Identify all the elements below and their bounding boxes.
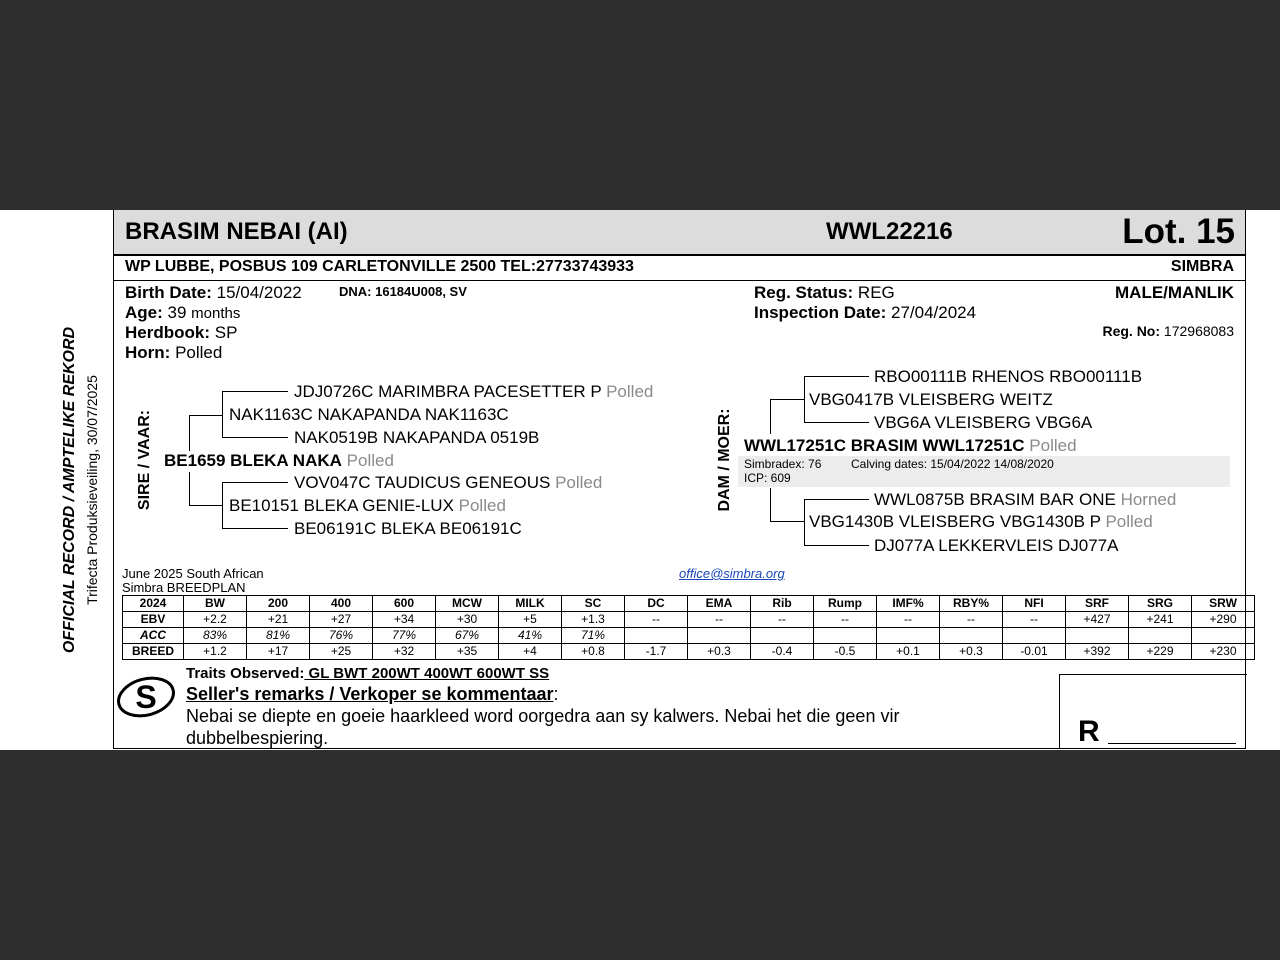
ebv-cell: +4: [499, 644, 562, 660]
reg-status: Reg. Status: REG: [754, 283, 895, 302]
dam-dam-dam: DJ077A LEKKERVLEIS DJ077A: [874, 536, 1119, 555]
ebv-cell: -0.01: [1003, 644, 1066, 660]
ebv-cell: +0.3: [688, 644, 751, 660]
sire-section-label: SIRE / VAAR:: [136, 409, 153, 511]
ebv-cell: +34: [373, 612, 436, 628]
ebv-accuracy-row: [123, 628, 1255, 644]
lot-number: Lot. 15: [1122, 212, 1235, 251]
ebv-cell: --: [814, 612, 877, 628]
sire-dam: BE10151 BLEKA GENIE-LUX Polled: [229, 496, 506, 515]
price-entry-line[interactable]: [1108, 743, 1236, 744]
dam-dam: VBG1430B VLEISBERG VBG1430B P Polled: [809, 512, 1153, 531]
breedplan-line2: Simbra BREEDPLAN: [122, 580, 246, 595]
ebv-cell: [1066, 628, 1129, 644]
ebv-cell: +2.2: [184, 612, 247, 628]
horn-status: Horn: Polled: [125, 343, 223, 362]
ebv-cell: 83%: [184, 628, 247, 644]
sire-sire-dam: NAK0519B NAKAPANDA 0519B: [294, 428, 540, 447]
ebv-cell: [1192, 628, 1255, 644]
sire-sire: NAK1163C NAKAPANDA NAK1163C: [229, 405, 509, 424]
ebv-cell: +230: [1192, 644, 1255, 660]
ebv-cell: [877, 628, 940, 644]
ebv-cell: SRG: [1129, 596, 1192, 612]
ebv-cell: [1003, 628, 1066, 644]
ebv-cell: +35: [436, 644, 499, 660]
breedplan-line1: June 2025 South African: [122, 566, 264, 581]
ebv-values-row: [123, 612, 1255, 628]
dna-info: DNA: 16184U008, SV: [339, 284, 467, 299]
ebv-cell: ACC: [123, 628, 184, 644]
remarks-title: Seller's remarks / Verkoper se kommentaar:: [186, 684, 559, 704]
ebv-cell: --: [688, 612, 751, 628]
ebv-cell: +0.1: [877, 644, 940, 660]
dam-sire: VBG0417B VLEISBERG WEITZ: [809, 390, 1053, 409]
ebv-cell: +1.3: [562, 612, 625, 628]
dam-sire-dam: VBG6A VLEISBERG VBG6A: [874, 413, 1093, 432]
dam-section-label: DAM / MOER:: [716, 408, 733, 512]
dam-simbradex: Simbradex: 76: [744, 457, 822, 471]
ebv-cell: -1.7: [625, 644, 688, 660]
ebv-cell: +32: [373, 644, 436, 660]
ebv-cell: BREED: [123, 644, 184, 660]
age: Age: 39 months: [125, 303, 241, 322]
animal-name: BRASIM NEBAI (AI): [125, 218, 348, 245]
ebv-cell: [688, 628, 751, 644]
simbra-s-logo-icon: [114, 673, 178, 719]
ebv-cell: +241: [1129, 612, 1192, 628]
ebv-cell: SRF: [1066, 596, 1129, 612]
side-caption: [30, 300, 110, 680]
dam-icp: ICP: 609: [744, 471, 791, 485]
ebv-cell: [751, 628, 814, 644]
ebv-cell: Rump: [814, 596, 877, 612]
ebv-cell: --: [625, 612, 688, 628]
ebv-cell: --: [751, 612, 814, 628]
ebv-cell: IMF%: [877, 596, 940, 612]
breedplan-email-link[interactable]: office@simbra.org: [679, 566, 785, 581]
ebv-cell: [1129, 628, 1192, 644]
ebv-cell: SRW: [1192, 596, 1255, 612]
lot-header: [114, 210, 1245, 256]
ebv-cell: 200: [247, 596, 310, 612]
ebv-cell: +392: [1066, 644, 1129, 660]
sire-sire-sire: JDJ0726C MARIMBRA PACESETTER P Polled: [294, 382, 654, 401]
dam-name: WWL17251C BRASIM WWL17251C Polled: [744, 436, 1077, 455]
ebv-cell: +25: [310, 644, 373, 660]
sale-name-label: Trifecta Produksieveiling, 30/07/2025: [84, 375, 100, 605]
official-record-label: OFFICIAL RECORD / AMPTELIKE REKORD: [61, 326, 78, 654]
ebv-cell: [940, 628, 1003, 644]
ebv-cell: [814, 628, 877, 644]
price-box: [1059, 674, 1247, 749]
price-currency-label: R: [1078, 715, 1100, 748]
ebv-cell: Rib: [751, 596, 814, 612]
ebv-cell: +1.2: [184, 644, 247, 660]
logo-letter: S: [135, 679, 157, 715]
sire-dam-sire: VOV047C TAUDICUS GENEOUS Polled: [294, 473, 603, 492]
ebv-cell: +0.8: [562, 644, 625, 660]
ebv-cell: 400: [310, 596, 373, 612]
animal-id: WWL22216: [826, 218, 953, 245]
sire-dam-dam: BE06191C BLEKA BE06191C: [294, 519, 522, 538]
ebv-cell: +229: [1129, 644, 1192, 660]
ebv-cell: EBV: [123, 612, 184, 628]
dam-dam-sire: WWL0875B BRASIM BAR ONE Horned: [874, 490, 1177, 509]
ebv-cell: BW: [184, 596, 247, 612]
catalogue-sheet: [0, 210, 1280, 750]
ebv-cell: -0.5: [814, 644, 877, 660]
owner-address: WP LUBBE, POSBUS 109 CARLETONVILLE 2500 TEL:27733743933: [125, 258, 634, 275]
ebv-cell: +30: [436, 612, 499, 628]
remarks-line-2: dubbelbespiering.: [186, 728, 329, 748]
reg-number: Reg. No: 172968083: [1102, 323, 1234, 339]
ebv-cell: +17: [247, 644, 310, 660]
ebv-cell: NFI: [1003, 596, 1066, 612]
ebv-cell: --: [877, 612, 940, 628]
ebv-cell: 71%: [562, 628, 625, 644]
ebv-cell: EMA: [688, 596, 751, 612]
remarks-line-1: Nebai se diepte en goeie haarkleed word oorgedra aan sy kalwers. Nebai het die geen vir: [186, 706, 900, 726]
ebv-breed-average-row: [123, 644, 1255, 660]
ebv-cell: --: [1003, 612, 1066, 628]
ebv-cell: RBY%: [940, 596, 1003, 612]
ebv-table: [122, 595, 1255, 660]
ebv-cell: +21: [247, 612, 310, 628]
ebv-cell: 600: [373, 596, 436, 612]
breed-name: SIMBRA: [1170, 258, 1234, 275]
ebv-cell: 67%: [436, 628, 499, 644]
traits-observed: Traits Observed: GL BWT 200WT 400WT 600WT SS: [186, 665, 550, 682]
ebv-header-row: [123, 596, 1255, 612]
ebv-cell: -0.4: [751, 644, 814, 660]
ebv-cell: +290: [1192, 612, 1255, 628]
ebv-cell: 81%: [247, 628, 310, 644]
herdbook: Herdbook: SP: [125, 323, 238, 342]
ebv-cell: DC: [625, 596, 688, 612]
ebv-cell: MCW: [436, 596, 499, 612]
sire-name: BE1659 BLEKA NAKA Polled: [164, 451, 394, 470]
dam-calving-dates: Calving dates: 15/04/2022 14/08/2020: [851, 457, 1054, 471]
ebv-cell: +427: [1066, 612, 1129, 628]
ebv-cell: 76%: [310, 628, 373, 644]
ebv-cell: +5: [499, 612, 562, 628]
ebv-cell: +0.3: [940, 644, 1003, 660]
sex-label: MALE/MANLIK: [1115, 283, 1234, 302]
ebv-cell: [625, 628, 688, 644]
ebv-cell: 77%: [373, 628, 436, 644]
dam-sire-sire: RBO00111B RHENOS RBO00111B: [874, 367, 1143, 386]
ebv-cell: 2024: [123, 596, 184, 612]
ebv-cell: 41%: [499, 628, 562, 644]
ebv-cell: SC: [562, 596, 625, 612]
ebv-cell: --: [940, 612, 1003, 628]
ebv-cell: MILK: [499, 596, 562, 612]
ebv-cell: +27: [310, 612, 373, 628]
inspection-date: Inspection Date: 27/04/2024: [754, 303, 977, 322]
birth-date: Birth Date: 15/04/2022: [125, 283, 302, 302]
owner-bar: [114, 256, 1245, 281]
lot-card: [113, 210, 1246, 749]
